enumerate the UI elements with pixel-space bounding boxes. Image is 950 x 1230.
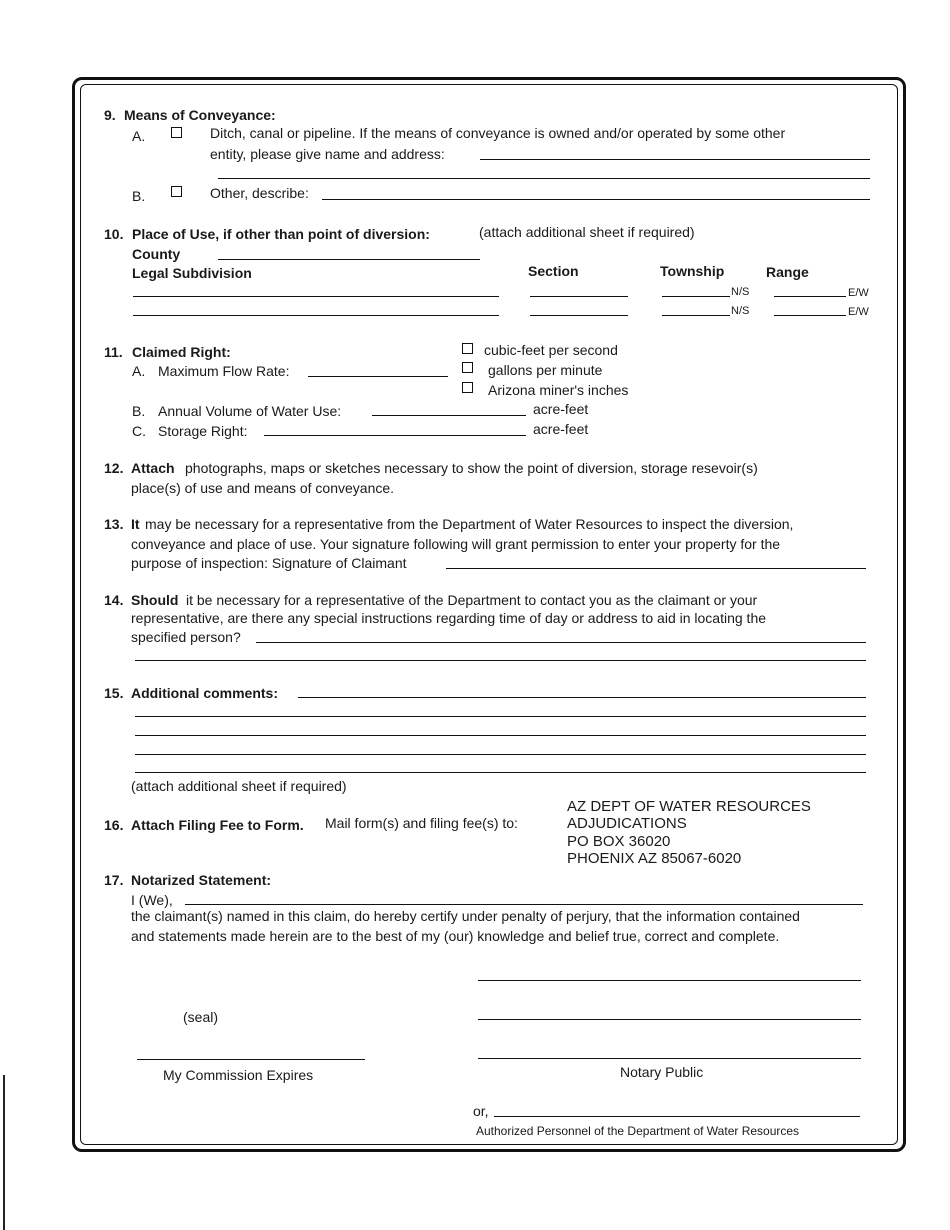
section-14-text: it be necessary for a representative of the Department to contact you as the claimant or your bbox=[186, 592, 758, 608]
section-9-number: 9. bbox=[104, 107, 116, 123]
section-16-title: Attach Filing Fee to Form. bbox=[131, 817, 304, 833]
storage-right-unit: acre-feet bbox=[533, 421, 589, 437]
county-field[interactable] bbox=[218, 259, 480, 260]
gpm-label: gallons per minute bbox=[488, 362, 603, 378]
section-11a-letter: A. bbox=[132, 363, 146, 379]
gpm-checkbox[interactable] bbox=[462, 362, 473, 373]
notary-public-label: Notary Public bbox=[620, 1064, 704, 1080]
section-15-title: Additional comments: bbox=[131, 685, 279, 701]
section-13-number: 13. bbox=[104, 516, 124, 532]
annual-volume-unit: acre-feet bbox=[533, 401, 589, 417]
section-15-note: (attach additional sheet if required) bbox=[131, 778, 347, 794]
claimant-signature-field[interactable] bbox=[446, 568, 866, 569]
storage-right-label: Storage Right: bbox=[158, 423, 248, 439]
section-9a-text-2: entity, please give name and address: bbox=[210, 146, 445, 162]
legal-subdivision-field-2[interactable] bbox=[133, 315, 499, 316]
section-12-lead: Attach bbox=[131, 460, 175, 476]
certification-text: the claimant(s) named in this claim, do hereby certify under penalty of perjury, that the information contained bbox=[131, 908, 800, 924]
claimant-name-label: I (We), bbox=[131, 892, 173, 908]
section-9b-text: Other, describe: bbox=[210, 185, 309, 201]
section-13-text-2: conveyance and place of use. Your signature following will grant permission to enter your property for the bbox=[131, 536, 781, 552]
legal-subdivision-label: Legal Subdivision bbox=[132, 265, 252, 281]
section-11b-letter: B. bbox=[132, 403, 146, 419]
legal-subdivision-field-1[interactable] bbox=[133, 296, 499, 297]
section-15-number: 15. bbox=[104, 685, 124, 701]
or-label: or, bbox=[473, 1103, 489, 1119]
comments-field-5[interactable] bbox=[135, 772, 866, 773]
mailing-address-line-1: AZ DEPT OF WATER RESOURCES bbox=[567, 798, 811, 815]
section-9-title: Means of Conveyance: bbox=[124, 107, 276, 123]
miners-inches-checkbox[interactable] bbox=[462, 382, 473, 393]
signature-line-2[interactable] bbox=[478, 1019, 861, 1020]
mailing-address-line-3: PO BOX 36020 bbox=[567, 833, 671, 850]
section-column-label: Section bbox=[528, 263, 579, 279]
other-conveyance-checkbox[interactable] bbox=[171, 186, 182, 197]
mailing-address-line-4: PHOENIX AZ 85067-6020 bbox=[567, 850, 742, 867]
range-ew-label-1: E/W bbox=[848, 287, 869, 299]
section-14-number: 14. bbox=[104, 592, 124, 608]
section-16-text: Mail form(s) and filing fee(s) to: bbox=[325, 815, 518, 831]
max-flow-rate-field[interactable] bbox=[308, 376, 448, 377]
range-field-2[interactable] bbox=[774, 315, 846, 316]
section-16-number: 16. bbox=[104, 817, 124, 833]
section-9a-letter: A. bbox=[132, 128, 146, 144]
section-17-number: 17. bbox=[104, 872, 124, 888]
section-9a-text: Ditch, canal or pipeline. If the means of conveyance is owned and/or operated by some other bbox=[210, 125, 786, 141]
section-field-2[interactable] bbox=[530, 315, 628, 316]
comments-field-3[interactable] bbox=[135, 735, 866, 736]
comments-field-1[interactable] bbox=[298, 697, 866, 698]
authorized-personnel-field[interactable] bbox=[494, 1116, 860, 1117]
section-12-text-2: place(s) of use and means of conveyance. bbox=[131, 480, 395, 496]
annual-volume-field[interactable] bbox=[372, 415, 526, 416]
claimant-name-field[interactable] bbox=[185, 904, 863, 905]
township-column-label: Township bbox=[660, 263, 725, 279]
other-describe-field[interactable] bbox=[322, 199, 870, 200]
comments-field-2[interactable] bbox=[135, 716, 866, 717]
section-11-title: Claimed Right: bbox=[132, 344, 231, 360]
section-13-text: may be necessary for a representative from the Department of Water Resources to inspect the diversion, bbox=[145, 516, 794, 532]
scan-edge-mark bbox=[3, 1075, 5, 1230]
section-10-title: Place of Use, if other than point of diversion: bbox=[132, 226, 430, 242]
township-field-2[interactable] bbox=[662, 315, 730, 316]
section-12-text: photographs, maps or sketches necessary to show the point of diversion, storage resevoir(s) bbox=[185, 460, 758, 476]
special-instructions-field-2[interactable] bbox=[135, 660, 866, 661]
range-field-1[interactable] bbox=[774, 296, 846, 297]
section-13-lead: It bbox=[131, 516, 140, 532]
section-11c-letter: C. bbox=[132, 423, 146, 439]
county-label: County bbox=[132, 246, 181, 262]
township-field-1[interactable] bbox=[662, 296, 730, 297]
section-12-number: 12. bbox=[104, 460, 124, 476]
mailing-address-line-2: ADJUDICATIONS bbox=[567, 815, 687, 832]
township-ns-label-1: N/S bbox=[731, 286, 750, 298]
section-14-lead: Should bbox=[131, 592, 179, 608]
section-9b-letter: B. bbox=[132, 188, 146, 204]
commission-expires-label: My Commission Expires bbox=[163, 1067, 314, 1083]
certification-text-2: and statements made herein are to the best of my (our) knowledge and belief true, correct and complete. bbox=[131, 928, 780, 944]
authorized-personnel-label: Authorized Personnel of the Department of Water Resources bbox=[476, 1124, 800, 1138]
township-ns-label-2: N/S bbox=[731, 305, 750, 317]
range-column-label: Range bbox=[766, 264, 809, 280]
section-10-number: 10. bbox=[104, 226, 124, 242]
section-10-note: (attach additional sheet if required) bbox=[479, 224, 695, 240]
comments-field-4[interactable] bbox=[135, 754, 866, 755]
ditch-canal-checkbox[interactable] bbox=[171, 127, 182, 138]
section-13-text-3: purpose of inspection: Signature of Claimant bbox=[131, 555, 407, 571]
storage-right-field[interactable] bbox=[264, 435, 526, 436]
section-field-1[interactable] bbox=[530, 296, 628, 297]
range-ew-label-2: E/W bbox=[848, 306, 869, 318]
signature-line-1[interactable] bbox=[478, 980, 861, 981]
special-instructions-field[interactable] bbox=[256, 642, 866, 643]
max-flow-rate-label: Maximum Flow Rate: bbox=[158, 363, 290, 379]
section-17-title: Notarized Statement: bbox=[131, 872, 272, 888]
conveyance-owner-field[interactable] bbox=[480, 159, 870, 160]
cfs-checkbox[interactable] bbox=[462, 343, 473, 354]
section-11-number: 11. bbox=[104, 344, 123, 360]
section-14-text-3: specified person? bbox=[131, 629, 241, 645]
section-14-text-2: representative, are there any special instructions regarding time of day or address to aid in locating the bbox=[131, 610, 767, 626]
notary-public-field[interactable] bbox=[478, 1058, 861, 1059]
seal-label: (seal) bbox=[183, 1009, 219, 1025]
miners-inches-label: Arizona miner's inches bbox=[488, 382, 629, 398]
cfs-label: cubic-feet per second bbox=[484, 342, 618, 358]
conveyance-owner-field-2[interactable] bbox=[218, 178, 870, 179]
annual-volume-label: Annual Volume of Water Use: bbox=[158, 403, 342, 419]
commission-expires-field[interactable] bbox=[137, 1059, 365, 1060]
